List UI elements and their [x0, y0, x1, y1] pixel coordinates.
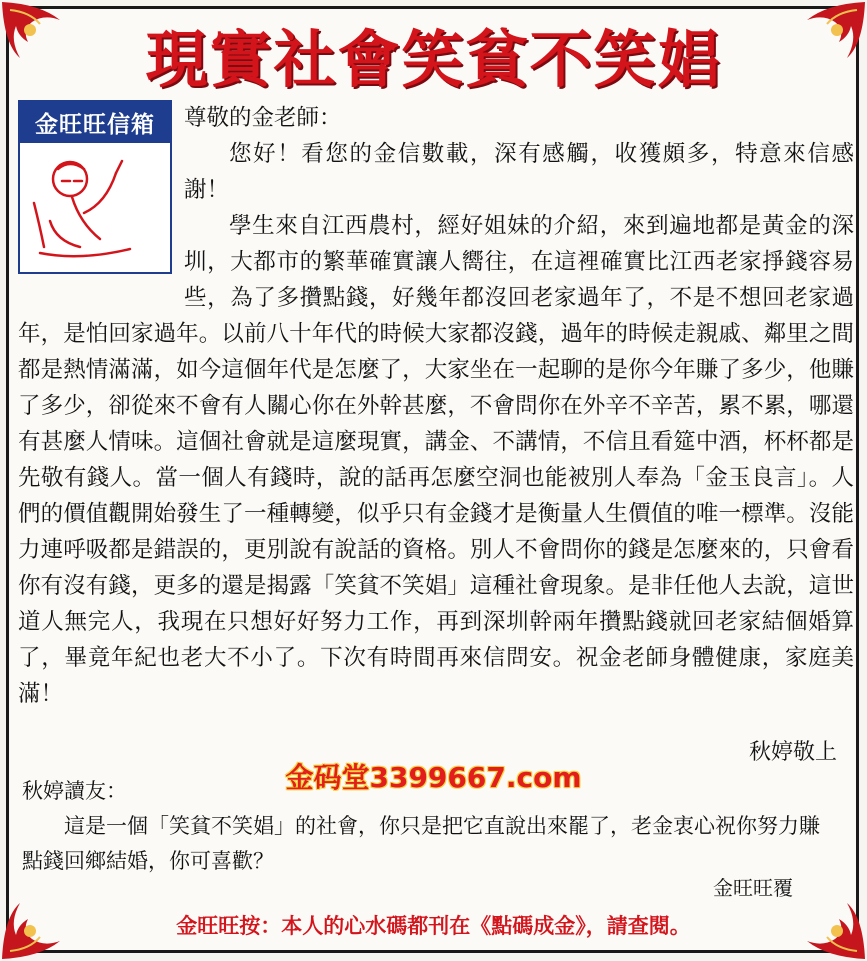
letter-body	[18, 100, 854, 712]
watermark-text: 金码堂3399667.com	[285, 761, 582, 794]
reply-signature: 金旺旺覆	[713, 876, 793, 900]
reply-body	[22, 774, 832, 879]
letter-salutation: 尊敬的金老師：	[184, 105, 342, 131]
reply-paragraph: 這是一個「笑貧不笑娼」的社會，你只是把它直說出來罷了，老金衷心祝你努力賺點錢回鄉結婚，你可喜歡？	[22, 814, 820, 873]
page-title: 現實社會笑貧不笑娼	[145, 23, 722, 96]
footer-note: 金旺旺按：本人的心水碼都刊在《點碼成金》，請查閱。	[176, 914, 691, 938]
reply-salutation: 秋婷讀友：	[22, 779, 127, 803]
letter-signature: 秋婷敬上	[748, 740, 837, 765]
mailbox-label: 金旺旺信箱	[20, 102, 170, 143]
letter-paragraph: 學生來自江西農村，經好姐妹的介紹，來到遍地都是黃金的深圳，大都市的繁華確實讓人嚮往，在這裡確實比江西老家掙錢容易些，為了多攢點錢，好幾年都沒回老家過年了，不是不想回老家過年，是怕回家過年。以前八十年代的時候大家都沒錢，過年的時候走親戚、鄰里之間都是熱情滿滿，如今這個年代是怎麼了，大家坐在一起聊的是你今年賺了多少，他賺了多少，卻從來不會有人關心你在外幹甚麼，不會問你在外辛不辛苦，累不累，哪還有甚麼人情味。這個社會就是這麼現實，講金、不講情，不信且看筵中酒，杯杯都是先敬有錢人。當一個人有錢時，說的話再怎麼空洞也能被別人奉為「金玉良言」。人們的價值觀開始發生了一種轉變，似乎只有金錢才是衡量人生價值的唯一標準。沒能力連呼吸都是錯誤的，更別說有說話的資格。別人不會問你的錢是怎麼來的，只會看你有沒有錢，更多的還是揭露「笑貧不笑娼」這種社會現象。是非任他人去說，這世道人無完人，我現在只想好好努力工作，再到深圳幹兩年攢點錢就回老家結個婚算了，畢竟年紀也老大不小了。下次有時間再來信問安。祝金老師身體健康，家庭美滿！	[18, 213, 854, 707]
letter-paragraph: 您好！看您的金信數載，深有感觸，收獲頗多，特意來信感謝！	[184, 141, 854, 203]
